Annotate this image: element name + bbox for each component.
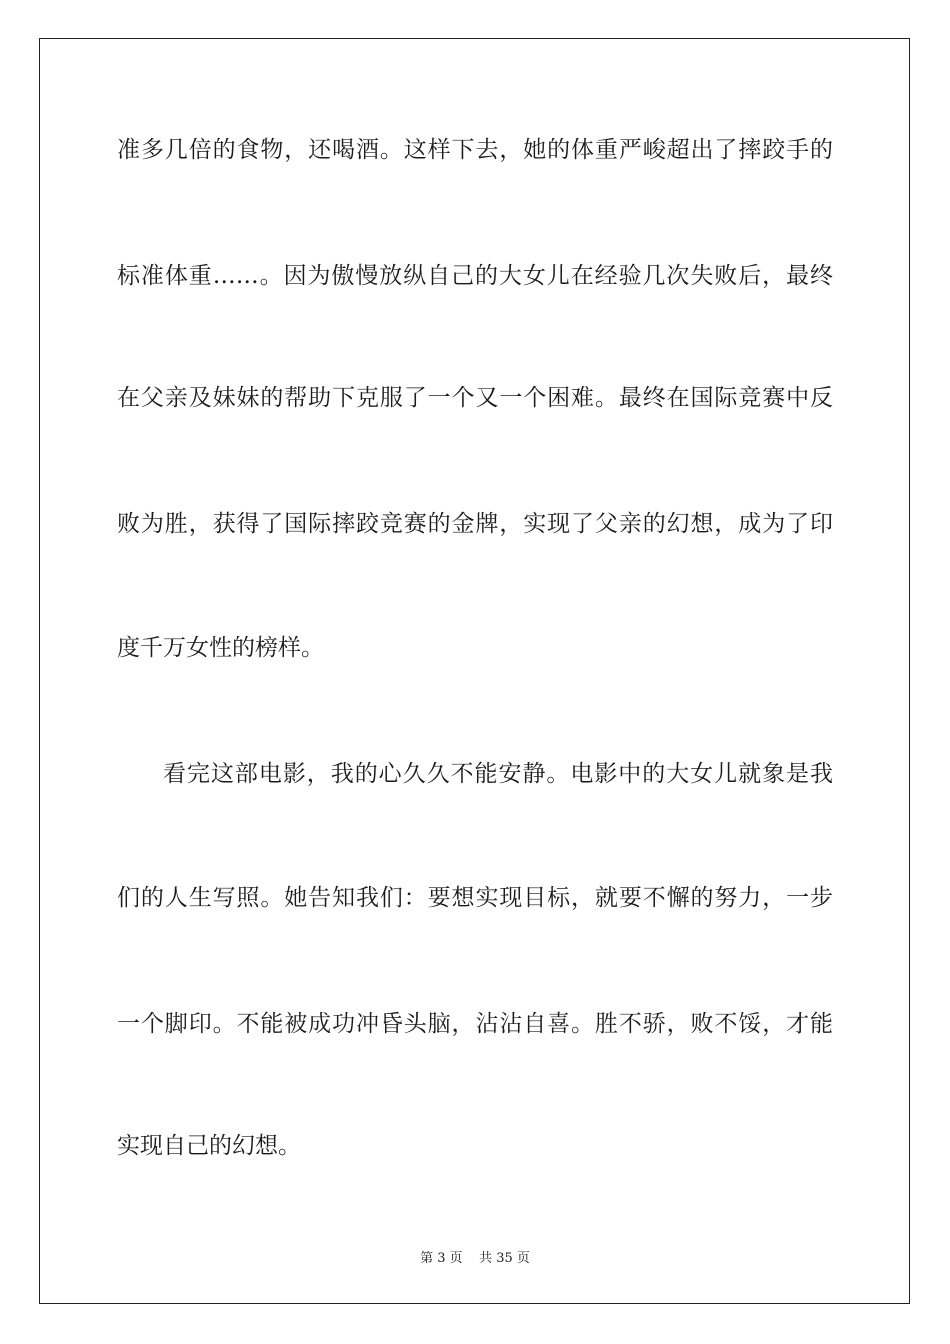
text-line: 标准体重……。因为傲慢放纵自己的大女儿在经验几次失败后，最终 — [117, 263, 833, 289]
page-border — [39, 38, 910, 1304]
page-number-footer: 第 3 页 共 35 页 — [420, 1251, 530, 1266]
text-line: 一个脚印。不能被成功冲昏头脑，沾沾自喜。胜不骄，败不馁，才能 — [117, 1011, 833, 1037]
text-line: 度千万女性的榜样。 — [117, 635, 324, 661]
text-line: 准多几倍的食物，还喝酒。这样下去，她的体重严峻超出了摔跤手的 — [117, 137, 833, 163]
text-line: 们的人生写照。她告知我们：要想实现目标，就要不懈的努力，一步 — [117, 885, 833, 911]
text-line: 实现自己的幻想。 — [117, 1133, 301, 1159]
text-line: 败为胜，获得了国际摔跤竞赛的金牌，实现了父亲的幻想，成为了印 — [117, 511, 833, 537]
text-line: 在父亲及妹妹的帮助下克服了一个又一个困难。最终在国际竞赛中反 — [117, 385, 833, 411]
paragraph-first-line: 看完这部电影，我的心久久不能安静。电影中的大女儿就象是我 — [163, 761, 833, 787]
